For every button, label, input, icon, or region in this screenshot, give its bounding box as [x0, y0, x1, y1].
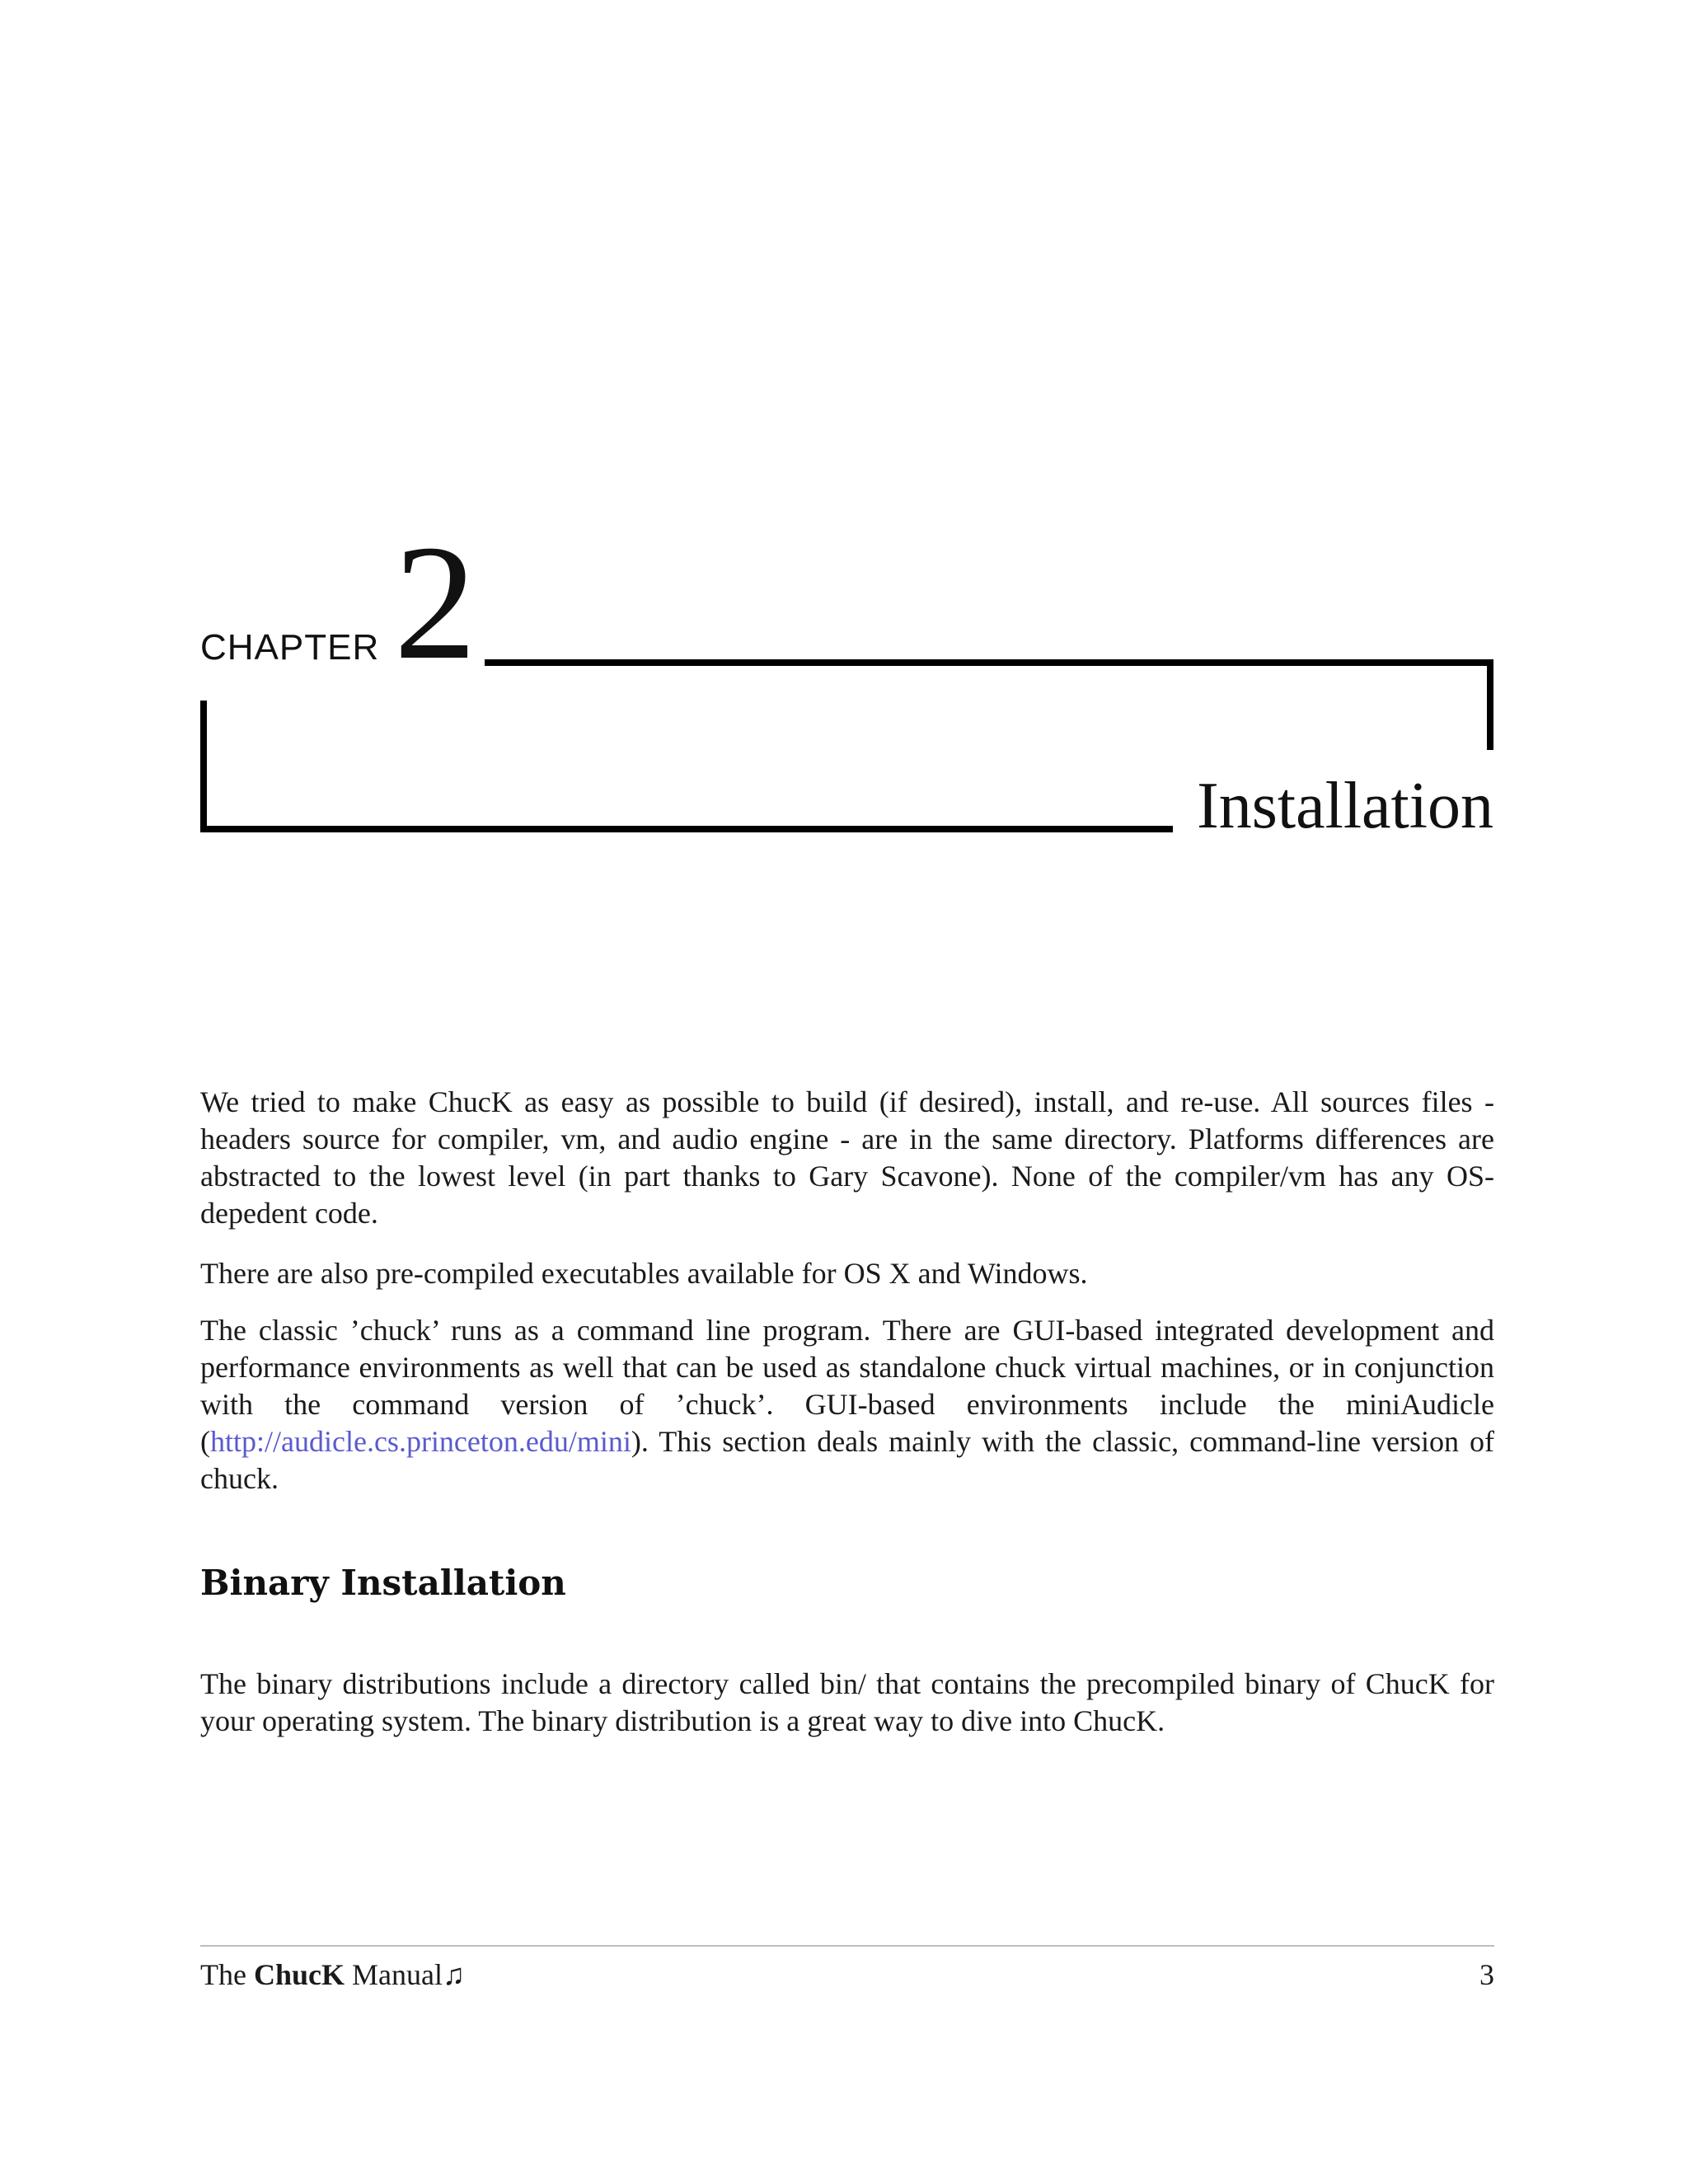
footer-suffix: Manual: [345, 1958, 443, 1991]
chapter-title: Installation: [1197, 770, 1493, 842]
chapter-number: 2: [394, 512, 476, 694]
miniaudicle-link[interactable]: http://audicle.cs.princeton.edu/mini: [210, 1425, 631, 1458]
chapter-rule-right: [1487, 659, 1493, 750]
music-note-icon: ♫: [442, 1958, 465, 1991]
gui-paragraph: [200, 1312, 1494, 1497]
chapter-rule-left: [200, 701, 207, 832]
page-number: 3: [1479, 1958, 1494, 1991]
chapter-rule-top: [485, 659, 1493, 666]
footer-name: ChucK: [253, 1958, 345, 1991]
intro-paragraph: We tried to make ChucK as easy as possible to build (if desired), install, and re-use. All sources files - headers source for compiler, vm, and audio engine - are in the same directory. Platforms differences are abstracted to the lowest level (in part thanks to Gary Scavone). None of the compiler/vm has any OS-depedent code.: [200, 1085, 1494, 1230]
footer-prefix: The: [200, 1958, 254, 1991]
footer-title: [200, 1958, 465, 1991]
section-heading: Binary Installation: [200, 1563, 566, 1603]
binary-paragraph: The binary distributions include a directory called bin/ that contains the precompiled binary of ChucK for your operating system. The binary distribution is a great way to dive into ChucK.: [200, 1667, 1494, 1737]
precompiled-paragraph: There are also pre-compiled executables available for OS X and Windows.: [200, 1257, 1088, 1290]
chapter-rule-bottom: [200, 826, 1173, 832]
chapter-label: CHAPTER: [200, 627, 380, 668]
footer-divider: [200, 1945, 1494, 1947]
gui-paragraph-text-before: The classic ’chuck’ runs as a command line program. There are GUI-based integrated development and performance environments as well that can be used as standalone chuck virtual machines, or in conjunction with the command version of ’chuck’. GUI-based environments include the miniAudicle (: [200, 1314, 1494, 1458]
gui-paragraph-text-after: ). This section deals mainly with the classic, command-line version of chuck.: [200, 1425, 1494, 1495]
